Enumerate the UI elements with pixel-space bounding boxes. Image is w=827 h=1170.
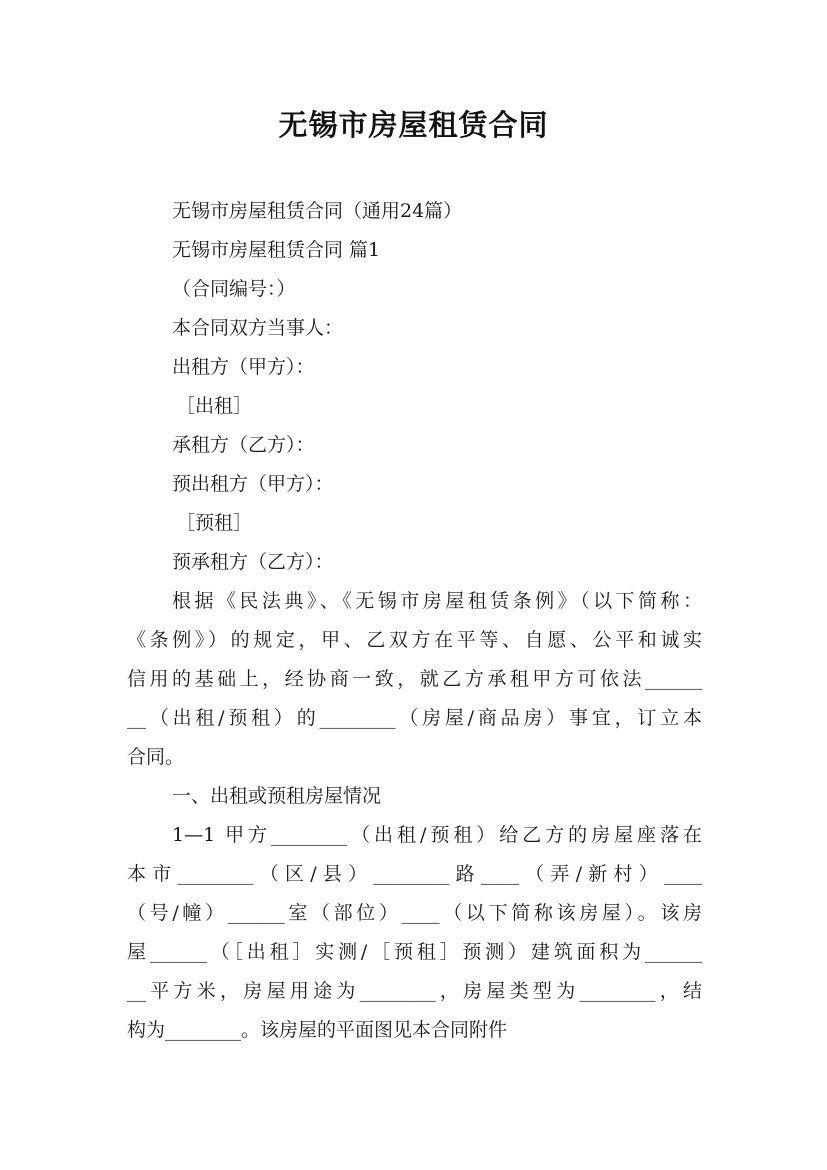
lessee-label: 承租方（乙方）： <box>172 434 315 456</box>
paragraph-line: 《条例》）的规定，甲、乙双方在平等、自愿、公平和诚实 <box>127 629 702 651</box>
contract-number: （合同编号：） <box>172 278 296 300</box>
paragraph-line: __平方米，房屋用途为________，房屋类型为________，结 <box>127 980 702 1002</box>
paragraph-line: 1—1 甲方________（出租/预租）给乙方的房屋座落在 <box>172 824 702 846</box>
subtitle-line: 无锡市房屋租赁合同（通用24篇） <box>172 200 463 222</box>
pre-lessor-label: 预出租方（甲方）： <box>172 473 334 495</box>
paragraph-line: 合同。 <box>127 746 185 768</box>
paragraph-line: __（出租/预租）的________（房屋/商品房）事宜，订立本 <box>127 707 702 729</box>
paragraph-line: 本市________（区/县）________路____（弄/新村）____ <box>127 863 702 885</box>
paragraph-line: 屋______（［出租］实测/［预租］预测）建筑面积为______ <box>127 941 702 963</box>
paragraph-line: 根据《民法典》、《无锡市房屋租赁条例》（以下简称： <box>172 590 702 612</box>
lease-bracket: ［出租］ <box>176 395 253 417</box>
paragraph-line: 信用的基础上，经协商一致，就乙方承租甲方可依法______ <box>127 668 702 690</box>
pre-lease-bracket: ［预租］ <box>176 512 253 534</box>
document-title: 无锡市房屋租赁合同 <box>278 108 549 142</box>
contract-heading: 无锡市房屋租赁合同 篇1 <box>172 239 381 261</box>
lessor-label: 出租方（甲方）： <box>172 356 315 378</box>
section-heading: 一、出租或预租房屋情况 <box>172 785 382 807</box>
parties-label: 本合同双方当事人： <box>172 317 344 339</box>
pre-lessee-label: 预承租方（乙方）： <box>172 551 334 573</box>
paragraph-line: 构为________。该房屋的平面图见本合同附件 <box>127 1019 508 1041</box>
paragraph-line: （号/幢）______室（部位）____（以下简称该房屋）。该房 <box>127 902 702 924</box>
